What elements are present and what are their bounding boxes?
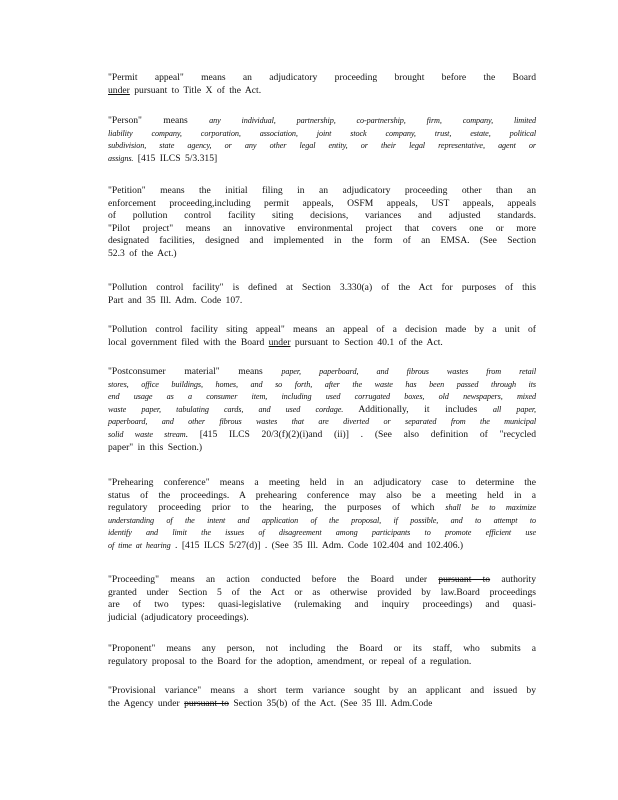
text-line	[108, 128, 536, 141]
text-run: stores, office buildings, homes, and so forth, after the waste has been passed through its	[108, 379, 536, 389]
text-line	[108, 366, 536, 379]
text-line	[108, 587, 536, 600]
text-run: under	[268, 336, 291, 348]
text-line	[108, 698, 536, 711]
text-run: Additionally, it includes	[343, 403, 493, 415]
text-run: understanding of the intent and application of the proposal, if possible, and to attempt to	[108, 515, 536, 525]
definition-pollution-control-facility-siting-appeal	[108, 324, 536, 349]
text-run: any individual, partnership, co-partnership, firm, company, limited	[209, 116, 536, 125]
text-run: under	[108, 84, 130, 96]
text-run: regulatory proposal to the Board for the adoption, amendment, or repeal of a regulation.	[108, 655, 472, 667]
definition-petition	[108, 185, 536, 261]
definition-postconsumer-material	[108, 366, 536, 454]
text-run: "Postconsumer material" means	[108, 366, 282, 377]
text-line	[108, 295, 536, 308]
text-run: status of the proceedings. A prehearing conference may also be a meeting held in a	[108, 489, 536, 501]
text-line	[108, 379, 536, 392]
text-run: identify and limit the issues of disagreement among participants to promote efficient use	[108, 528, 536, 538]
text-run: liability company, corporation, association, joint stock company, trust, estate, political	[108, 128, 536, 138]
text-run: the Agency under	[108, 697, 185, 709]
text-line	[108, 442, 536, 455]
definition-prehearing-conference	[108, 477, 536, 553]
text-run: "Permit appeal" means an adjudicatory proceeding brought before the Board	[108, 72, 536, 83]
text-run: "Proponent" means any person, not including the Board or its staff, who submits a	[108, 643, 536, 654]
definition-provisional-variance	[108, 685, 536, 710]
text-line	[108, 282, 536, 295]
definition-person	[108, 115, 536, 165]
text-run: of pollution control facility siting decisions, variances and adjusted standards.	[108, 210, 536, 222]
definition-proceeding	[108, 574, 536, 624]
text-line	[108, 210, 536, 223]
text-line	[108, 515, 536, 528]
text-run: "Pilot project" means an innovative environmental project that covers one or more	[108, 222, 536, 234]
text-line	[108, 391, 536, 404]
text-line	[108, 656, 536, 669]
text-line	[108, 223, 536, 236]
text-run: [415 ILCS 5/3.315]	[133, 152, 218, 164]
text-run: paperboard, and other fibrous wastes that are diverted or separated from the municipal	[108, 417, 536, 427]
text-run: Part and 35 Ill. Adm. Code 107.	[108, 294, 243, 306]
text-line	[108, 115, 536, 128]
text-line	[108, 477, 536, 490]
text-run: "Provisional variance" means a short term variance sought by an applicant and issued by	[108, 685, 536, 696]
text-run: enforcement proceeding,including permit appeals, OSFM appeals, UST appeals, appeals	[108, 197, 536, 209]
definition-pollution-control-facility	[108, 282, 536, 307]
text-line	[108, 153, 536, 166]
text-line	[108, 502, 536, 515]
text-line	[108, 140, 536, 153]
text-run: . [415 ILCS 20/3(f)(2)(i)and (ii)] . (See also definition of "recycled	[185, 428, 536, 440]
text-run: "Person" means	[108, 115, 210, 126]
text-run: of time at hearing	[108, 540, 171, 550]
definition-proponent	[108, 643, 536, 668]
text-line	[108, 429, 536, 442]
text-line	[108, 404, 536, 417]
text-line	[108, 643, 536, 656]
text-run: subdivision, state agency, or any other legal entity, or their legal representative, agent or	[108, 141, 536, 151]
text-run: pursuant to	[438, 574, 491, 585]
text-run: granted under Section 5 of the Act or as otherwise provided by law.Board proceedings	[108, 586, 536, 598]
text-line	[108, 85, 536, 98]
text-run: pursuant to Title X of the Act.	[129, 84, 262, 96]
text-run: "Pollution control facility" is defined at Section 3.330(a) of the Act for purposes of this	[108, 282, 536, 293]
text-line	[108, 248, 536, 261]
text-run: paper, paperboard, and fibrous wastes from retail	[281, 367, 537, 376]
text-run: all paper,	[492, 404, 536, 414]
text-line	[108, 599, 536, 612]
text-run: "Petition" means the initial filing in an adjudicatory proceeding other than an	[108, 185, 536, 196]
text-line	[108, 72, 536, 85]
text-run: local government filed with the Board	[108, 336, 269, 348]
text-line	[108, 685, 536, 698]
text-run: regulatory proceeding prior to the hearing, the purposes of which	[108, 502, 446, 514]
text-run: designated facilities, designed and implemented in the form of an EMSA. (See Section	[108, 235, 536, 247]
text-line	[108, 490, 536, 503]
text-run: 52.3 of the Act.)	[108, 247, 177, 259]
text-line	[108, 198, 536, 211]
text-line	[108, 337, 536, 350]
text-run: "Prehearing conference" means a meeting held in an adjudicatory case to determine the	[108, 477, 536, 488]
text-run: authority	[490, 574, 537, 585]
text-run: waste paper, tabulating cards, and used cordage.	[108, 404, 344, 414]
text-run: paper" in this Section.)	[108, 441, 203, 453]
text-run: solid waste stream	[108, 429, 186, 439]
text-run: pursuant to Section 40.1 of the Act.	[290, 336, 443, 348]
text-run: judicial (adjudicatory proceedings).	[108, 611, 249, 623]
text-run: "Pollution control facility siting appeal" means an appeal of a decision made by a unit of	[108, 324, 536, 335]
text-run: Section 35(b) of the Act. (See 35 Ill. Adm.Code	[228, 697, 433, 709]
text-line	[108, 185, 536, 198]
text-line	[108, 324, 536, 337]
text-run: end usage as a consumer item, including used corrugated boxes, old newspapers, mixed	[108, 392, 536, 402]
text-run: . [415 ILCS 5/27(d)] . (See 35 Ill. Adm. Code 102.404 and 102.406.)	[170, 539, 464, 551]
text-run: "Proceeding" means an action conducted before the Board under	[108, 574, 439, 585]
text-line	[108, 235, 536, 248]
text-run: are of two types: quasi-legislative (rulemaking and inquiry proceedings) and quasi-	[108, 599, 536, 611]
text-line	[108, 540, 536, 553]
text-line	[108, 574, 536, 587]
text-run: pursuant to	[184, 697, 229, 709]
definition-permit-appeal	[108, 72, 536, 97]
text-line	[108, 612, 536, 625]
text-run: assigns.	[108, 153, 134, 163]
text-run: shall be to maximize	[445, 503, 536, 513]
text-line	[108, 527, 536, 540]
text-line	[108, 416, 536, 429]
